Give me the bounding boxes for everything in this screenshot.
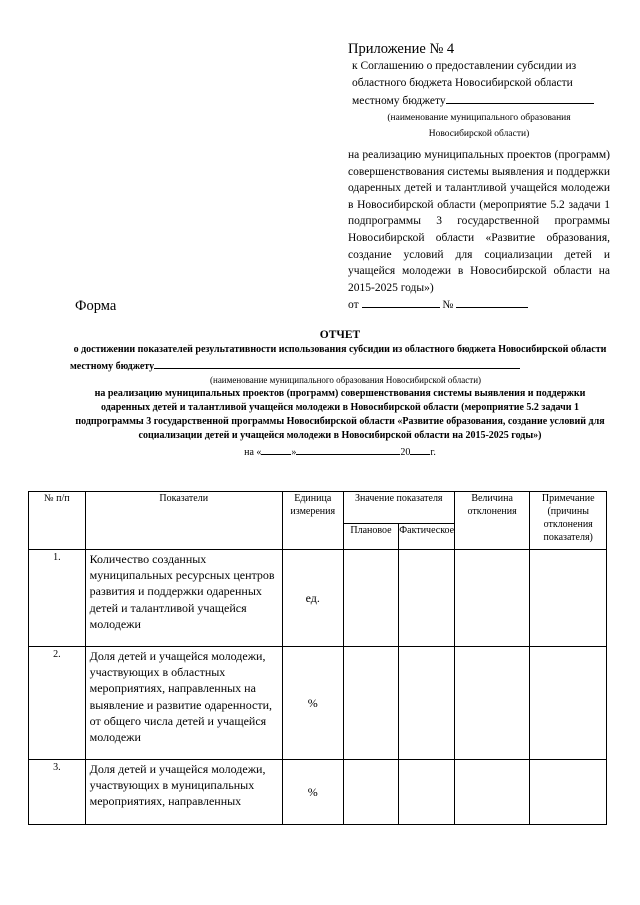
- table-row: [29, 647, 607, 760]
- appendix-note-2: Новосибирской области): [428, 129, 530, 139]
- appendix-note-1: (наименование муниципального образования: [387, 113, 571, 123]
- table-row: [29, 760, 607, 825]
- appendix-date-number-line: [348, 296, 610, 313]
- row-indicator: Количество созданных муниципальных ресурсных центров развития и поддержки одаренных детей и талантливой учащейся молодежи: [85, 550, 282, 647]
- appendix-line-1: к Соглашению о предоставлении субсидии из: [352, 60, 577, 72]
- header-num: № п/п: [29, 492, 86, 550]
- report-heading: [70, 328, 610, 460]
- header-unit: Единица измерения: [282, 492, 343, 550]
- row-deviation-cell[interactable]: [454, 550, 530, 647]
- report-subtitle: о достижении показателей результативности использования субсидии из областного бюджета Новосибирской области: [73, 344, 607, 355]
- date-mid: »: [291, 447, 297, 458]
- report-budget-line: [70, 357, 610, 374]
- indicators-table: [28, 491, 607, 825]
- report-title: ОТЧЕТ: [319, 329, 361, 341]
- date-year: 20: [400, 447, 411, 458]
- date-suffix: г.: [430, 447, 436, 458]
- row-deviation-cell[interactable]: [454, 647, 530, 760]
- row-notes-cell[interactable]: [530, 647, 607, 760]
- row-indicator: Доля детей и учащейся молодежи, участвующих в областных мероприятиях, направленных на выявление и развитие одаренности, от общего числа детей и учащейся молодежи: [85, 647, 282, 760]
- budget-blank-line: [446, 92, 594, 104]
- header-value: Значение показателя: [343, 492, 454, 524]
- report-purpose: на реализацию муниципальных проектов (программ) совершенствования системы выявления и поддержки одаренных детей и талантливой учащейся молодежи в Новосибирской области (мероприятие 5.2 задачи 1 подпрограммы 3 государственной программы Новосибирской области «Развитие образования, создание условий для социализации детей и учащейся молодежи в Новосибирской области на 2015-2025 годы»): [75, 388, 605, 441]
- form-label: Форма: [75, 298, 117, 314]
- row-unit: ед.: [282, 550, 343, 647]
- appendix-title: Приложение № 4: [348, 41, 455, 57]
- row-planned-cell[interactable]: [343, 647, 399, 760]
- number-blank-line: [456, 296, 528, 308]
- row-actual-cell[interactable]: [399, 760, 455, 825]
- appendix-line-2: областного бюджета Новосибирской области: [352, 77, 573, 89]
- row-actual-cell[interactable]: [399, 550, 455, 647]
- row-unit: %: [282, 647, 343, 760]
- year-blank: [410, 443, 430, 455]
- appendix-line-3: [348, 92, 610, 110]
- header-planned: Плановое: [343, 524, 399, 550]
- row-num: 1.: [29, 550, 86, 647]
- header-notes: Примечание (причины отклонения показателя): [530, 492, 607, 550]
- row-num: 2.: [29, 647, 86, 760]
- from-label: от: [348, 299, 359, 312]
- appendix-block: [348, 40, 610, 313]
- row-planned-cell[interactable]: [343, 760, 399, 825]
- appendix-budget-label: местному бюджету: [352, 95, 446, 107]
- appendix-purpose: на реализацию муниципальных проектов (программ) совершенствования системы выявления и поддержки одаренных детей и талантливой учащейся молодежи в Новосибирской области (мероприятие 5.2 задачи 1 подпрограммы 3 государственной программы Новосибирской области «Развитие образования, создание условий для социализации детей и учащейся молодежи в Новосибирской области на 2015-2025 годы»): [348, 149, 610, 294]
- row-indicator: Доля детей и учащейся молодежи, участвующих в муниципальных мероприятиях, направленных: [85, 760, 282, 825]
- row-num: 3.: [29, 760, 86, 825]
- day-blank: [261, 443, 291, 455]
- report-budget-blank: [154, 357, 520, 369]
- row-actual-cell[interactable]: [399, 647, 455, 760]
- date-prefix: на «: [244, 447, 262, 458]
- table-row: [29, 550, 607, 647]
- row-deviation-cell[interactable]: [454, 760, 530, 825]
- month-blank: [296, 443, 400, 455]
- header-actual: Фактическое: [399, 524, 455, 550]
- report-date-line: [70, 443, 610, 460]
- row-notes-cell[interactable]: [530, 550, 607, 647]
- date-blank-line: [362, 296, 440, 308]
- row-planned-cell[interactable]: [343, 550, 399, 647]
- number-label: №: [442, 299, 454, 312]
- row-unit: %: [282, 760, 343, 825]
- report-budget-note: (наименование муниципального образования Новосибирской области): [210, 375, 482, 385]
- header-deviation: Величина отклонения: [454, 492, 530, 550]
- report-budget-label: местному бюджету: [70, 361, 155, 372]
- row-notes-cell[interactable]: [530, 760, 607, 825]
- header-indicators: Показатели: [85, 492, 282, 550]
